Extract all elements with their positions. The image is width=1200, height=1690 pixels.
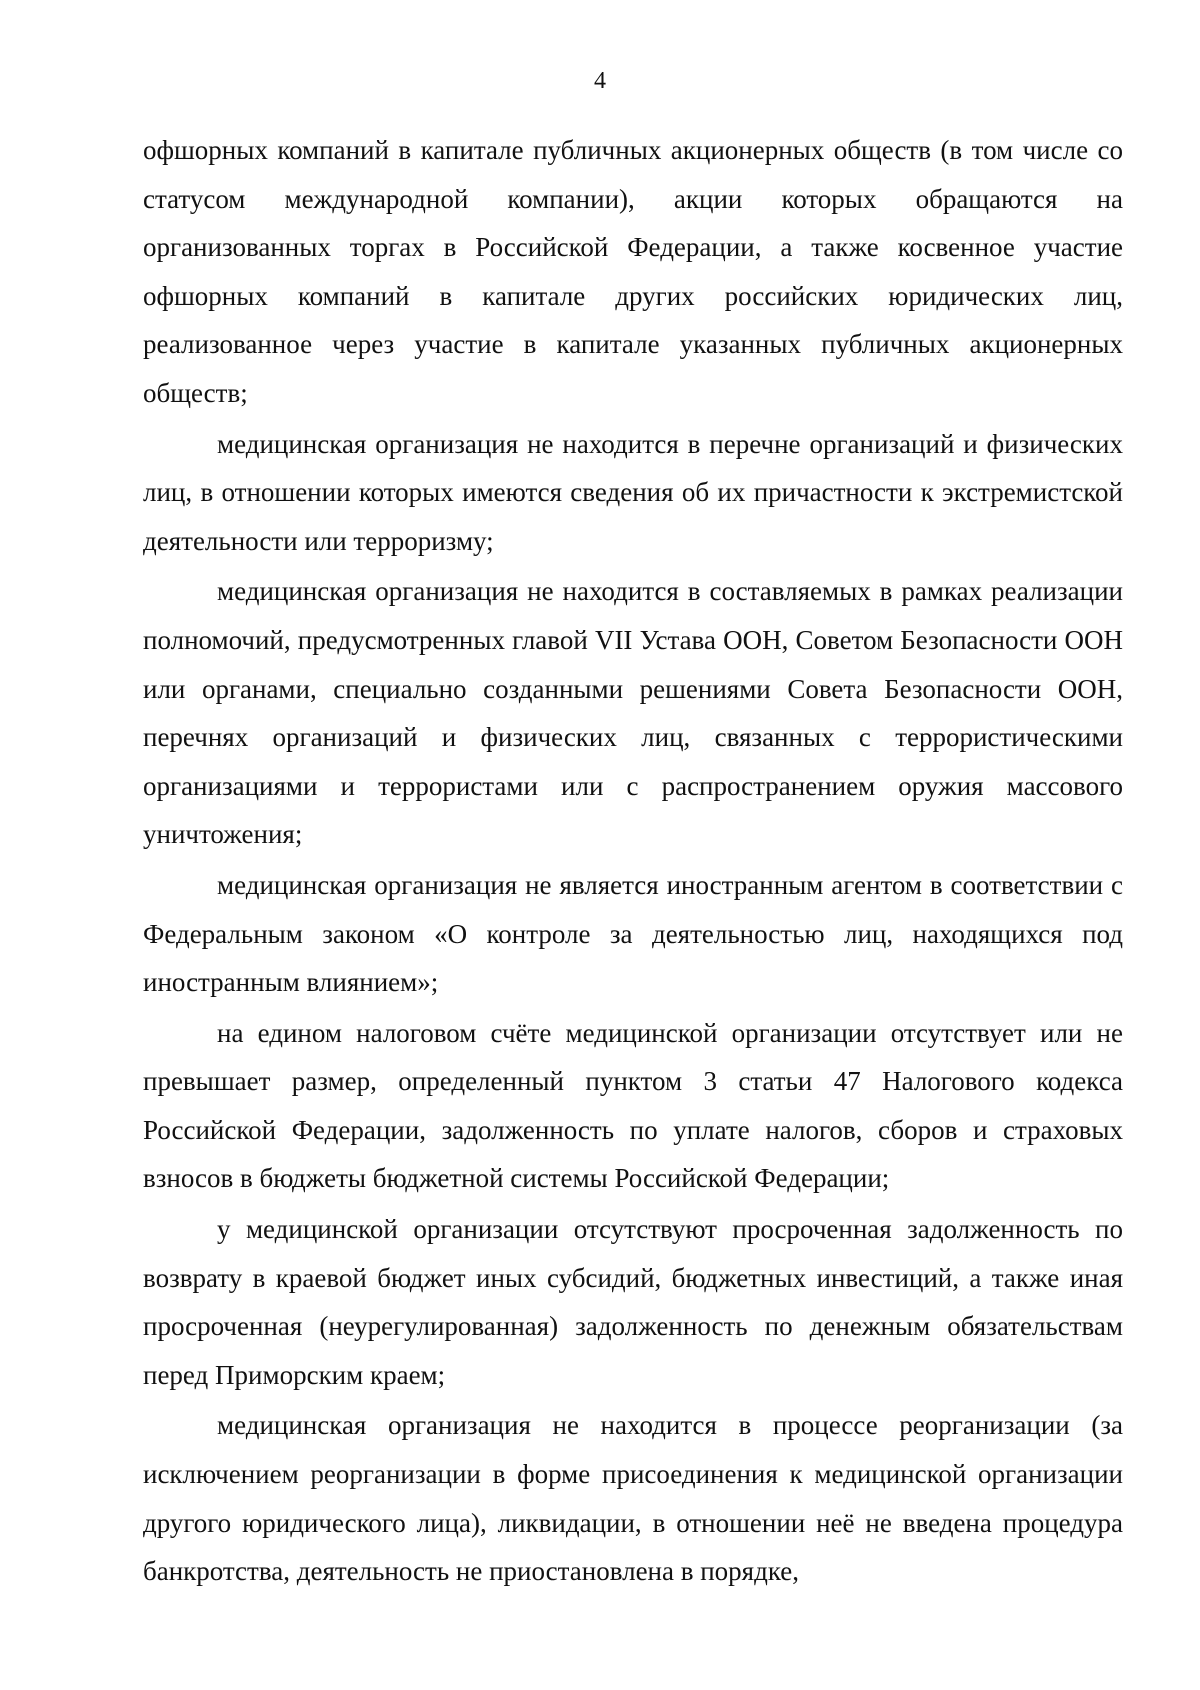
paragraph-offshore-continuation: офшорных компаний в капитале публичных акционерных обществ (в том числе со статусом международной компании), акции которых обращаются на организованных торгах в Российской Федерации, а также косвенное участие офшорных компаний в капитале других российских юридических лиц, реализованное через участие в капитале указанных публичных акционерных обществ; [143, 135, 1123, 408]
paragraph-extremism-list: медицинская организация не находится в перечне организаций и физических лиц, в отношении которых имеются сведения об их причастности к экстремистской деятельности или терроризму; [143, 428, 1123, 556]
paragraph-budget-debt: у медицинской организации отсутствуют просроченная задолженность по возврату в краевой бюджет иных субсидий, бюджетных инвестиций, а также иная просроченная (неурегулированная) задолженность по денежным обязательствам перед Приморским краем; [143, 1214, 1123, 1390]
paragraph-foreign-agent: медицинская организация не является иностранным агентом в соответствии с Федеральным законом «О контроле за деятельностью лиц, находящихся под иностранным влиянием»; [143, 869, 1123, 998]
page-number: 4 [594, 68, 606, 94]
document-body [143, 126, 1123, 1596]
paragraph-tax-account: на едином налоговом счёте медицинской организации отсутствует или не превышает размер, определенный пунктом 3 статьи 47 Налогового кодекса Российской Федерации, задолженность по уплате налогов, сборов и страховых взносов в бюджеты бюджетной системы Российской Федерации; [143, 1017, 1123, 1194]
paragraph-reorganization: медицинская организация не находится в процессе реорганизации (за исключением реорганизации в форме присоединения к медицинской организации другого юридического лица), ликвидации, в отношении неё не введена процедура банкротства, деятельность не приостановлена в порядке, [143, 1410, 1123, 1587]
paragraph-un-security-council-list: медицинская организация не находится в составляемых в рамках реализации полномочий, предусмотренных главой VII Устава ООН, Советом Безопасности ООН или органами, специально созданными решениями Совета Безопасности ООН, перечнях организаций и физических лиц, связанных с террористическими организациями и террористами или с распространением оружия массового уничтожения; [143, 576, 1123, 850]
